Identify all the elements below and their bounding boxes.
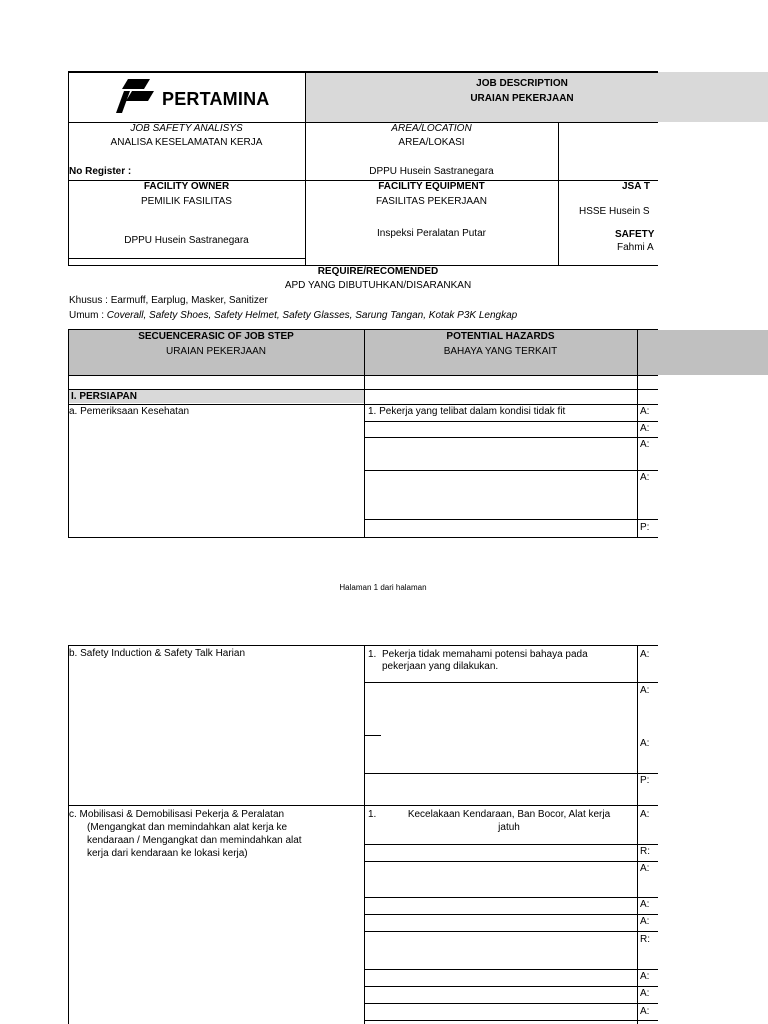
p2-rule-1003 (364, 1003, 658, 1004)
area-label-en: AREA/LOCATION (391, 123, 472, 134)
fahmi-value: Fahmi A (617, 242, 654, 253)
p2-top-rule (68, 645, 658, 646)
step-a-label: a. Pemeriksaan Kesehatan (69, 406, 190, 417)
step-c-line-4: kerja dari kendaraan ke lokasi kerja) (87, 848, 248, 859)
control-c-4: A: (640, 899, 650, 910)
jsa-team-label: JSA T (622, 181, 650, 192)
p2-rule-682 (364, 682, 658, 683)
apd-title: REQUIRE/RECOMENDED (317, 266, 439, 277)
pertamina-logo-icon (114, 77, 160, 115)
facility-equipment-value: Inspeksi Peralatan Putar (377, 228, 486, 239)
col-hazards-id: BAHAYA YANG TERKAIT (443, 346, 558, 357)
p2-div-2 (637, 645, 638, 1024)
hazard-rule-470 (364, 470, 658, 471)
hazard-rule-437 (364, 437, 658, 438)
table-bottom-538 (68, 537, 658, 538)
hazard-b-num: 1. (368, 649, 377, 660)
jsa-title-id: ANALISA KESELAMATAN KERJA (110, 137, 263, 148)
facility-owner-label-id: PEMILIK FASILITAS (141, 196, 232, 207)
no-register-label: No Register : (69, 166, 132, 177)
control-c-6: R: (640, 934, 650, 945)
table-rule-375 (68, 375, 658, 376)
control-a-2: A: (640, 423, 650, 434)
apd-umum-items: Coverall, Safety Shoes, Safety Helmet, Safety Glasses, Sarung Tangan, Kotak P3K Lengkap (106, 310, 518, 321)
control-c-9: A: (640, 1006, 650, 1017)
hazard-c-line-1: Kecelakaan Kendaraan, Ban Bocor, Alat kerja (407, 809, 611, 820)
control-a-4: A: (640, 472, 650, 483)
apd-khusus: Khusus : Earmuff, Earplug, Masker, Sanitizer (69, 295, 268, 306)
table-div-2 (637, 375, 638, 538)
control-c-7: A: (640, 971, 650, 982)
control-b-3: A: (640, 738, 650, 749)
control-c-5: A: (640, 916, 650, 927)
section-persiapan-title: I. PERSIAPAN (71, 391, 137, 402)
step-b-label: b. Safety Induction & Safety Talk Harian (69, 648, 246, 659)
hazard-b-text: Pekerja tidak memahami potensi bahaya pada pekerjaan yang dilakukan. (382, 649, 588, 672)
col-hazards-en: POTENTIAL HAZARDS (446, 331, 555, 342)
p2-rule-1020 (364, 1020, 658, 1021)
apd-subtitle: APD YANG DIBUTUHKAN/DISARANKAN (284, 280, 472, 291)
control-b-2: A: (640, 685, 650, 696)
hazard-rule-421 (364, 421, 658, 422)
p2-short-rule-735 (365, 735, 381, 736)
hazard-a-label: 1. Pekerja yang telibat dalam kondisi tidak fit (368, 406, 566, 417)
hazard-c-num: 1. (368, 809, 377, 820)
table-div-1 (364, 375, 365, 538)
info-rule-2 (68, 258, 305, 259)
control-a-3: A: (640, 439, 650, 450)
area-value: DPPU Husein Sastranegara (369, 166, 494, 177)
control-c-1: A: (640, 809, 650, 820)
step-c-line-2: (Mengangkat dan memindahkan alat kerja ke (87, 822, 288, 833)
step-c-line-1: c. Mobilisasi & Demobilisasi Pekerja & Peralatan (69, 809, 285, 820)
p2-rule-914 (364, 914, 658, 915)
p2-div-1 (364, 645, 365, 1024)
facility-equipment-label: FACILITY EQUIPMENT (378, 181, 485, 192)
p2-rule-986 (364, 986, 658, 987)
area-label-id: AREA/LOKASI (398, 137, 465, 148)
facility-equipment-label-id: FASILITAS PEKERJAAN (376, 196, 487, 207)
hazard-rule-519 (364, 519, 658, 520)
job-description-title: JOB DESCRIPTION (476, 78, 568, 89)
jsa-title-en: JOB SAFETY ANALISYS (130, 123, 243, 134)
control-b-4: P: (640, 775, 650, 786)
control-c-3: A: (640, 863, 650, 874)
uraian-pekerjaan-title: URAIAN PEKERJAAN (470, 93, 574, 104)
logo-text: PERTAMINA (162, 89, 270, 109)
control-a-1: A: (640, 406, 650, 417)
info-divider-2 (558, 122, 559, 266)
p2-rule-861 (364, 861, 658, 862)
p2-rule-773 (364, 773, 658, 774)
hsse-value: HSSE Husein S (579, 206, 650, 217)
table-rule-404 (68, 404, 658, 405)
table-header-top (68, 329, 658, 330)
p2-rule-931 (364, 931, 658, 932)
pertamina-logo (112, 77, 286, 115)
facility-owner-value: DPPU Husein Sastranegara (124, 235, 249, 246)
p2-left-border (68, 645, 69, 1024)
col-job-step-en: SECUENCERASIC OF JOB STEP (138, 331, 294, 342)
p2-rule-897 (364, 897, 658, 898)
safety-label: SAFETY (615, 229, 655, 240)
page-footer: Halaman 1 dari halaman (339, 583, 427, 592)
step-c-line-3: kendaraan / Mengangkat dan memindahkan alat (87, 835, 302, 846)
control-c-2: R: (640, 846, 650, 857)
control-b-1: A: (640, 649, 650, 660)
control-c-8: A: (640, 988, 650, 999)
p2-rule-844 (364, 844, 658, 845)
col-job-step-id: URAIAN PEKERJAAN (165, 346, 267, 357)
control-a-5: P: (640, 522, 650, 533)
facility-owner-label: FACILITY OWNER (143, 181, 230, 192)
apd-umum (69, 310, 517, 322)
hazard-c-line-2: jatuh (498, 822, 520, 833)
table-header-div-2 (637, 329, 638, 375)
apd-umum-label: Umum : (69, 310, 107, 321)
p2-rule-969 (364, 969, 658, 970)
p2-rule-805 (68, 805, 658, 806)
